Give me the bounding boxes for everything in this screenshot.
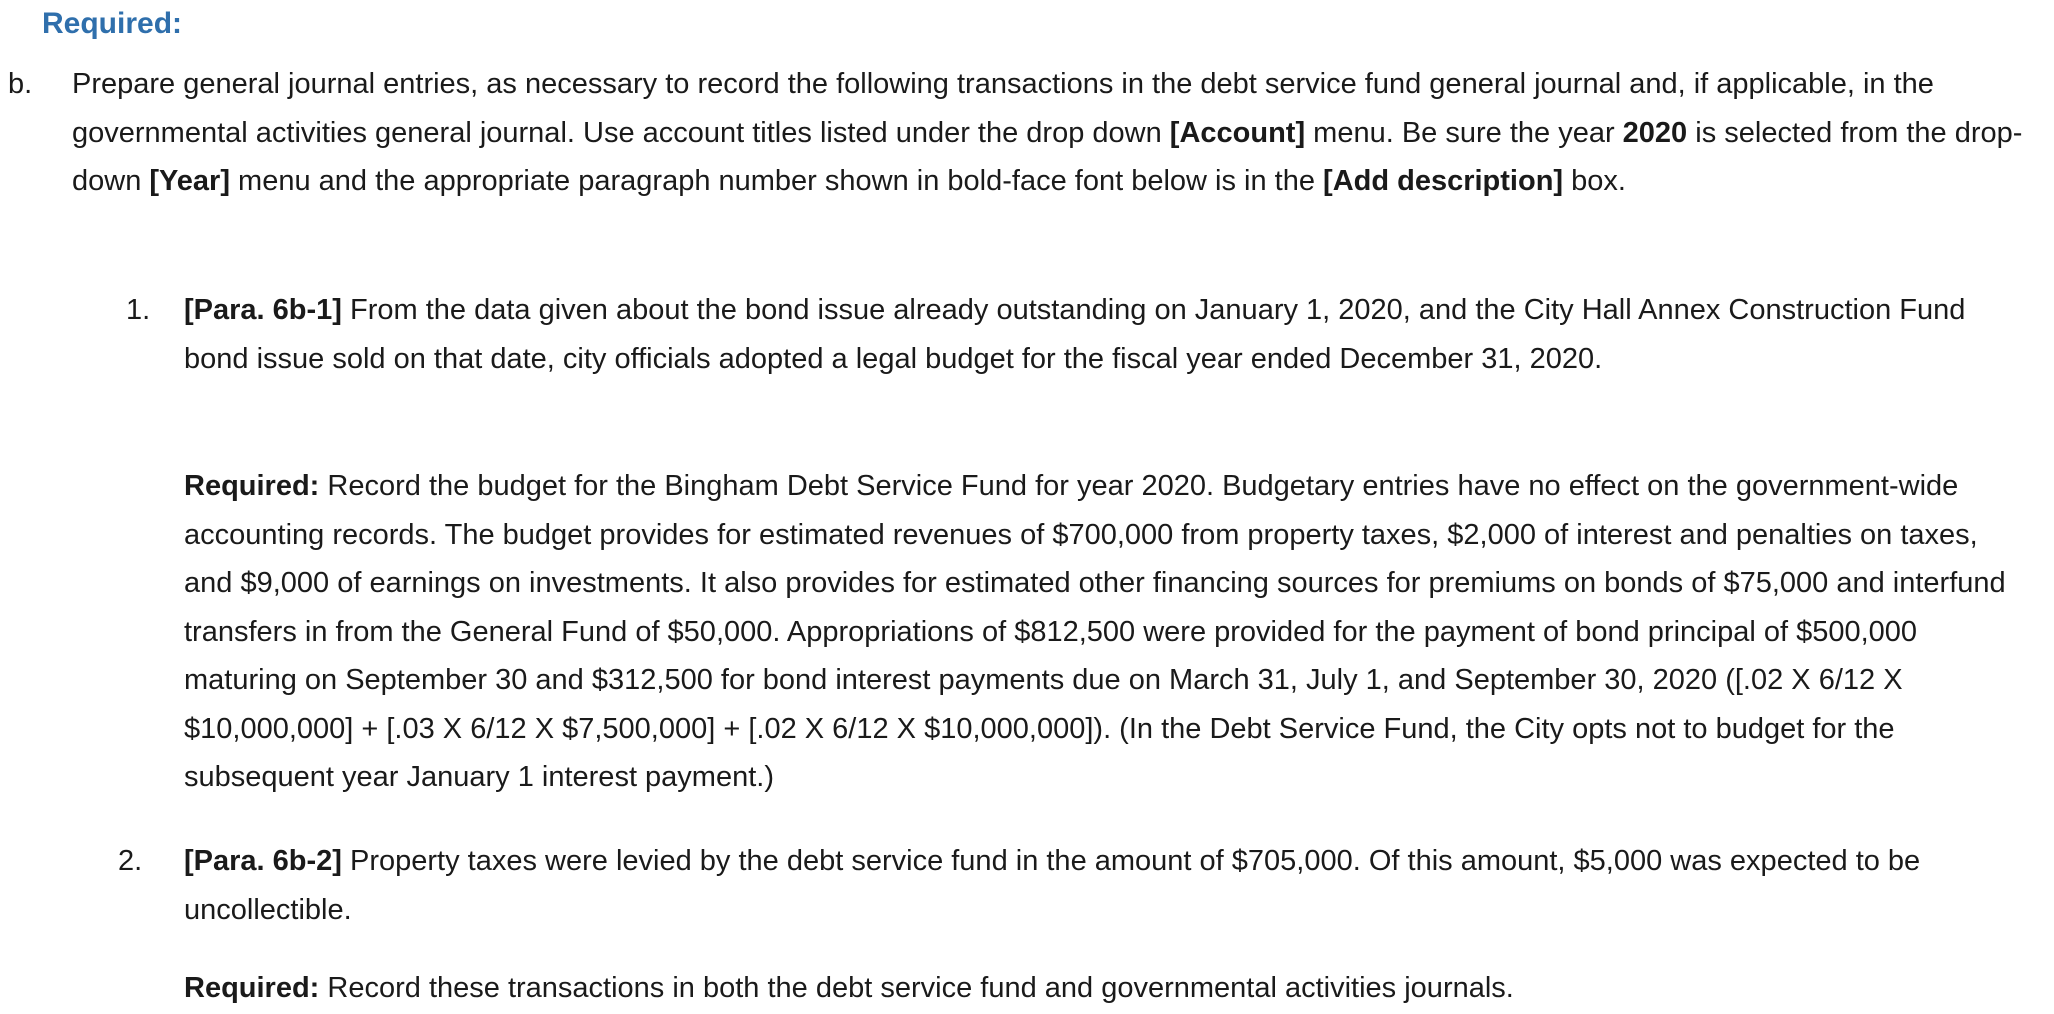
item-2-body: Property taxes were levied by the debt service fund in the amount of $705,000. Of this amount, $5,000 was expected to be uncollectible.	[184, 845, 1921, 926]
part-b-text-3: is selected from the drop-down	[72, 116, 2023, 197]
part-b-marker: b.	[8, 68, 33, 100]
year-menu-ref: [Year]	[149, 165, 230, 197]
item-2-required	[184, 964, 2034, 1013]
part-b-text-1: Prepare general journal entries, as necessary to record the following transactions in the debt service fund general journal and, if applicable, in the governmental activities general journal. Use account titles listed under the drop down	[72, 68, 1934, 149]
item-1-body: From the data given about the bond issue already outstanding on January 1, 2020, and the City Hall Annex Construction Fund bond issue sold on that date, city officials adopted a legal budget for the fiscal year ended December 31, 2020.	[184, 294, 1966, 375]
item-2-required-body: Record these transactions in both the debt service fund and governmental activities journals.	[319, 972, 1514, 1004]
item-1-marker: 1.	[126, 294, 151, 326]
item-2-marker: 2.	[118, 845, 143, 877]
part-b-text-5: box.	[1563, 165, 1626, 197]
account-menu-ref: [Account]	[1169, 116, 1306, 149]
year-value: 2020	[1622, 116, 1688, 149]
item-2-required-label: Required:	[184, 972, 320, 1004]
add-description-ref: [Add description]	[1323, 165, 1564, 197]
item-1-required-label: Required:	[184, 470, 320, 502]
item-1-para-label: [Para. 6b-1]	[184, 294, 342, 326]
item-1-required	[184, 462, 2034, 802]
item-2-para-label: [Para. 6b-2]	[184, 845, 342, 877]
part-b-instructions	[72, 60, 2047, 206]
item-2-text	[184, 837, 2034, 934]
part-b-text-4: menu and the appropriate paragraph number shown in bold-face font below is in the	[230, 165, 1324, 197]
required-heading: Required:	[42, 7, 183, 40]
item-1-required-body: Record the budget for the Bingham Debt Service Fund for year 2020. Budgetary entries have no effect on the government-wide accounting records. The budget provides for estimated revenues of $700,000 from property taxes, $2,000 of interest and penalties on taxes, and $9,000 of earnings on investments. It also provides for estimated other financing sources for premiums on bonds of $75,000 and interfund transfers in from the General Fund of $50,000. Appropriations of $812,500 were provided for the payment of bond principal of $500,000 maturing on September 30 and $312,500 for bond interest payments due on March 31, July 1, and September 30, 2020 ([.02 X 6/12 X $10,000,000] + [.03 X 6/12 X $7,500,000] + [.02 X 6/12 X $10,000,000]). (In the Debt Service Fund, the City opts not to budget for the subsequent year January 1 interest payment.)	[184, 470, 2006, 793]
item-1-text	[184, 286, 2034, 383]
part-b-text-2: menu. Be sure the year	[1305, 116, 1623, 149]
